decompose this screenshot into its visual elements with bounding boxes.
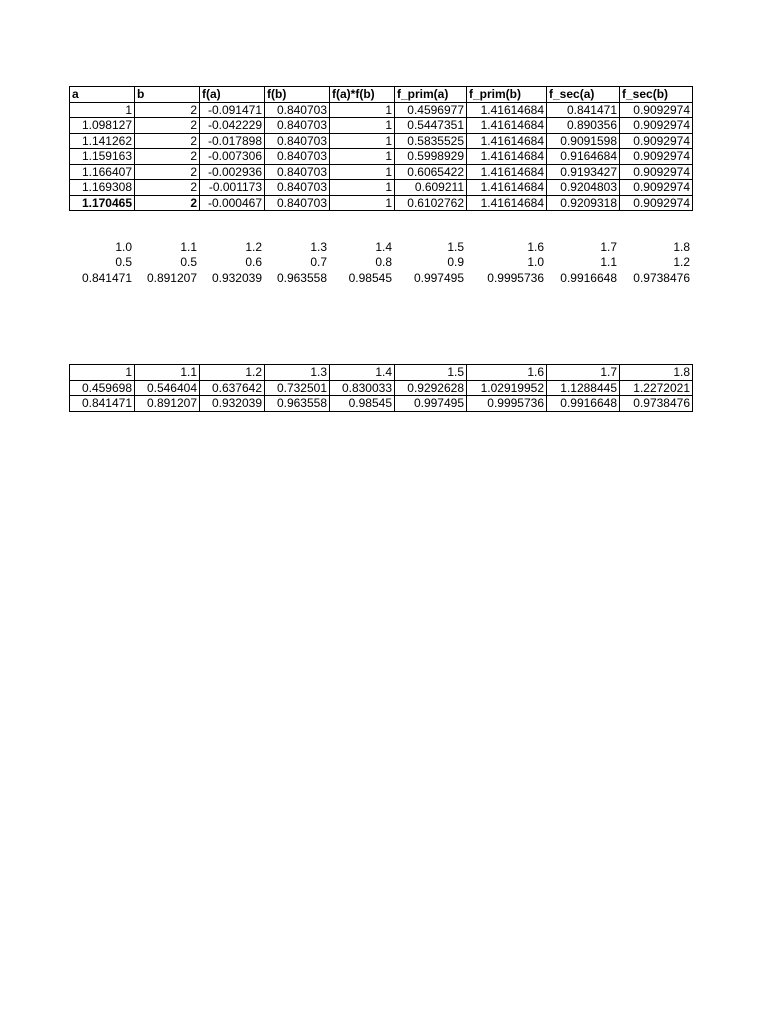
table-cell: 0.9 <box>447 255 464 270</box>
table-cell: 1.41614684 <box>467 164 547 180</box>
table-cell: 1 <box>330 133 395 149</box>
column-header: f(b) <box>265 87 330 103</box>
table-cell: -0.091471 <box>200 102 265 118</box>
column-header: b <box>135 87 200 103</box>
table-cell: 0.9092974 <box>620 149 693 165</box>
table-row <box>70 133 693 149</box>
table-cell: 0.841471 <box>70 396 135 412</box>
table-cell: 0.841471 <box>81 270 132 285</box>
column-header: f(a)*f(b) <box>330 87 395 103</box>
table-row <box>70 195 693 211</box>
table-cell: 1.166407 <box>70 164 135 180</box>
table-cell: 0.841471 <box>547 102 620 118</box>
table-cell: 0.4596977 <box>395 102 467 118</box>
table-cell: 0.5447351 <box>395 118 467 134</box>
table-cell: 1.6 <box>527 239 544 254</box>
column-header: f_sec(b) <box>620 87 693 103</box>
table-cell: 1.1 <box>180 239 197 254</box>
table-cell: 1.5 <box>447 239 464 254</box>
table-cell: 0.9995736 <box>467 396 547 412</box>
table-cell: 2 <box>135 118 200 134</box>
table-cell: 1.2 <box>200 365 265 381</box>
table-cell: 1.7 <box>547 365 620 381</box>
table-cell: 0.8 <box>375 255 392 270</box>
table-cell: 1.41614684 <box>467 102 547 118</box>
table-cell: 1 <box>70 102 135 118</box>
table-cell: -0.017898 <box>200 133 265 149</box>
table-row <box>70 102 693 118</box>
table-cell: 0.963558 <box>276 270 327 285</box>
column-header: f_prim(b) <box>467 87 547 103</box>
table-cell: 1.1288445 <box>547 380 620 396</box>
table-cell: 1.3 <box>265 365 330 381</box>
table-cell: 0.9292628 <box>395 380 467 396</box>
table-cell: 1.159163 <box>70 149 135 165</box>
table-row <box>70 365 693 381</box>
table-cell: 0.6102762 <box>395 195 467 211</box>
column-header: a <box>70 87 135 103</box>
table-cell: 0.963558 <box>265 396 330 412</box>
table-row <box>70 380 693 396</box>
table-cell: 0.9092974 <box>620 133 693 149</box>
bisection-table <box>69 86 693 211</box>
table-cell: 0.9092974 <box>620 102 693 118</box>
table-row <box>69 239 692 255</box>
table-cell: -0.007306 <box>200 149 265 165</box>
table-cell: 0.9995736 <box>487 270 544 285</box>
table-cell: 1 <box>330 195 395 211</box>
table-cell: 2 <box>135 133 200 149</box>
table-cell: 1.41614684 <box>467 195 547 211</box>
table-cell: 0.98545 <box>330 396 395 412</box>
table-cell: 1.1 <box>600 255 617 270</box>
table-cell: 0.9193427 <box>547 164 620 180</box>
table-cell: -0.000467 <box>200 195 265 211</box>
table-cell: 0.5 <box>180 255 197 270</box>
table-cell: 0.9209318 <box>547 195 620 211</box>
table-cell: 1.4 <box>375 239 392 254</box>
table-cell: 0.830033 <box>330 380 395 396</box>
table-cell: 1 <box>330 180 395 196</box>
table-cell: 0.9092974 <box>620 195 693 211</box>
table-row <box>69 255 692 271</box>
table-cell: 0.546404 <box>135 380 200 396</box>
table-cell: 0.840703 <box>265 149 330 165</box>
table-cell: 0.840703 <box>265 180 330 196</box>
table-cell: 1.41614684 <box>467 149 547 165</box>
table-cell: 0.997495 <box>413 270 464 285</box>
table-row <box>70 396 693 412</box>
column-header: f_prim(a) <box>395 87 467 103</box>
table-cell: 1.170465 <box>70 195 135 211</box>
table-cell: 1.8 <box>620 365 693 381</box>
table-cell: 0.637642 <box>200 380 265 396</box>
table-cell: 1.1 <box>135 365 200 381</box>
table-cell: 1.2 <box>673 255 690 270</box>
table-cell: 1 <box>70 365 135 381</box>
derivative-table <box>69 364 693 412</box>
table-cell: 0.609211 <box>395 180 467 196</box>
table-cell: 0.9092974 <box>620 164 693 180</box>
table-cell: 1 <box>330 149 395 165</box>
column-header: f_sec(a) <box>547 87 620 103</box>
table-cell: 0.5998929 <box>395 149 467 165</box>
table-cell: 0.459698 <box>70 380 135 396</box>
table-cell: 1.098127 <box>70 118 135 134</box>
table-cell: 0.9738476 <box>633 270 690 285</box>
table-cell: 0.840703 <box>265 118 330 134</box>
table-cell: 0.5 <box>115 255 132 270</box>
table-cell: 1.3 <box>310 239 327 254</box>
table-cell: -0.002936 <box>200 164 265 180</box>
table-cell: 0.9092974 <box>620 118 693 134</box>
table-cell: 1.141262 <box>70 133 135 149</box>
column-header: f(a) <box>200 87 265 103</box>
header-row <box>70 87 693 103</box>
table-cell: 1.5 <box>395 365 467 381</box>
table-cell: 1.41614684 <box>467 133 547 149</box>
table-cell: 0.891207 <box>146 270 197 285</box>
table-cell: 1.41614684 <box>467 118 547 134</box>
table-cell: 1.41614684 <box>467 180 547 196</box>
table-cell: 0.932039 <box>200 396 265 412</box>
table-cell: 1.6 <box>467 365 547 381</box>
table-cell: 1.02919952 <box>467 380 547 396</box>
table-cell: 0.98545 <box>348 270 392 285</box>
table-cell: 0.9738476 <box>620 396 693 412</box>
table-cell: 0.9204803 <box>547 180 620 196</box>
table-cell: 0.890356 <box>547 118 620 134</box>
table-cell: 1.2272021 <box>620 380 693 396</box>
table-cell: 0.9164684 <box>547 149 620 165</box>
table-cell: 0.9091598 <box>547 133 620 149</box>
table-cell: 0.5835525 <box>395 133 467 149</box>
table-cell: 0.932039 <box>211 270 262 285</box>
table-cell: 1 <box>330 164 395 180</box>
table-cell: 0.6 <box>245 255 262 270</box>
table-cell: 0.732501 <box>265 380 330 396</box>
table-cell: 0.7 <box>310 255 327 270</box>
table-cell: 1.2 <box>245 239 262 254</box>
table-cell: 0.9916648 <box>560 270 617 285</box>
table-cell: 0.840703 <box>265 133 330 149</box>
table-cell: 1 <box>330 102 395 118</box>
table-cell: 0.891207 <box>135 396 200 412</box>
table-cell: 2 <box>135 102 200 118</box>
table-cell: 1.0 <box>115 239 132 254</box>
table-cell: 1.169308 <box>70 180 135 196</box>
table-cell: 2 <box>135 195 200 211</box>
table-cell: 0.6065422 <box>395 164 467 180</box>
table-row <box>70 118 693 134</box>
table-cell: 0.9092974 <box>620 180 693 196</box>
table-row <box>70 180 693 196</box>
table-row <box>69 270 692 286</box>
table-cell: 1.0 <box>527 255 544 270</box>
table-cell: -0.042229 <box>200 118 265 134</box>
table-cell: 0.840703 <box>265 195 330 211</box>
values-table <box>69 239 692 286</box>
table-cell: 2 <box>135 149 200 165</box>
table-cell: -0.001173 <box>200 180 265 196</box>
table-cell: 1.7 <box>600 239 617 254</box>
table-cell: 0.997495 <box>395 396 467 412</box>
table-cell: 1.4 <box>330 365 395 381</box>
table-cell: 0.840703 <box>265 164 330 180</box>
table-cell: 0.9916648 <box>547 396 620 412</box>
table-row <box>70 149 693 165</box>
table-cell: 1.8 <box>673 239 690 254</box>
table-cell: 2 <box>135 180 200 196</box>
table-row <box>70 164 693 180</box>
table-cell: 1 <box>330 118 395 134</box>
table-cell: 0.840703 <box>265 102 330 118</box>
table-cell: 2 <box>135 164 200 180</box>
